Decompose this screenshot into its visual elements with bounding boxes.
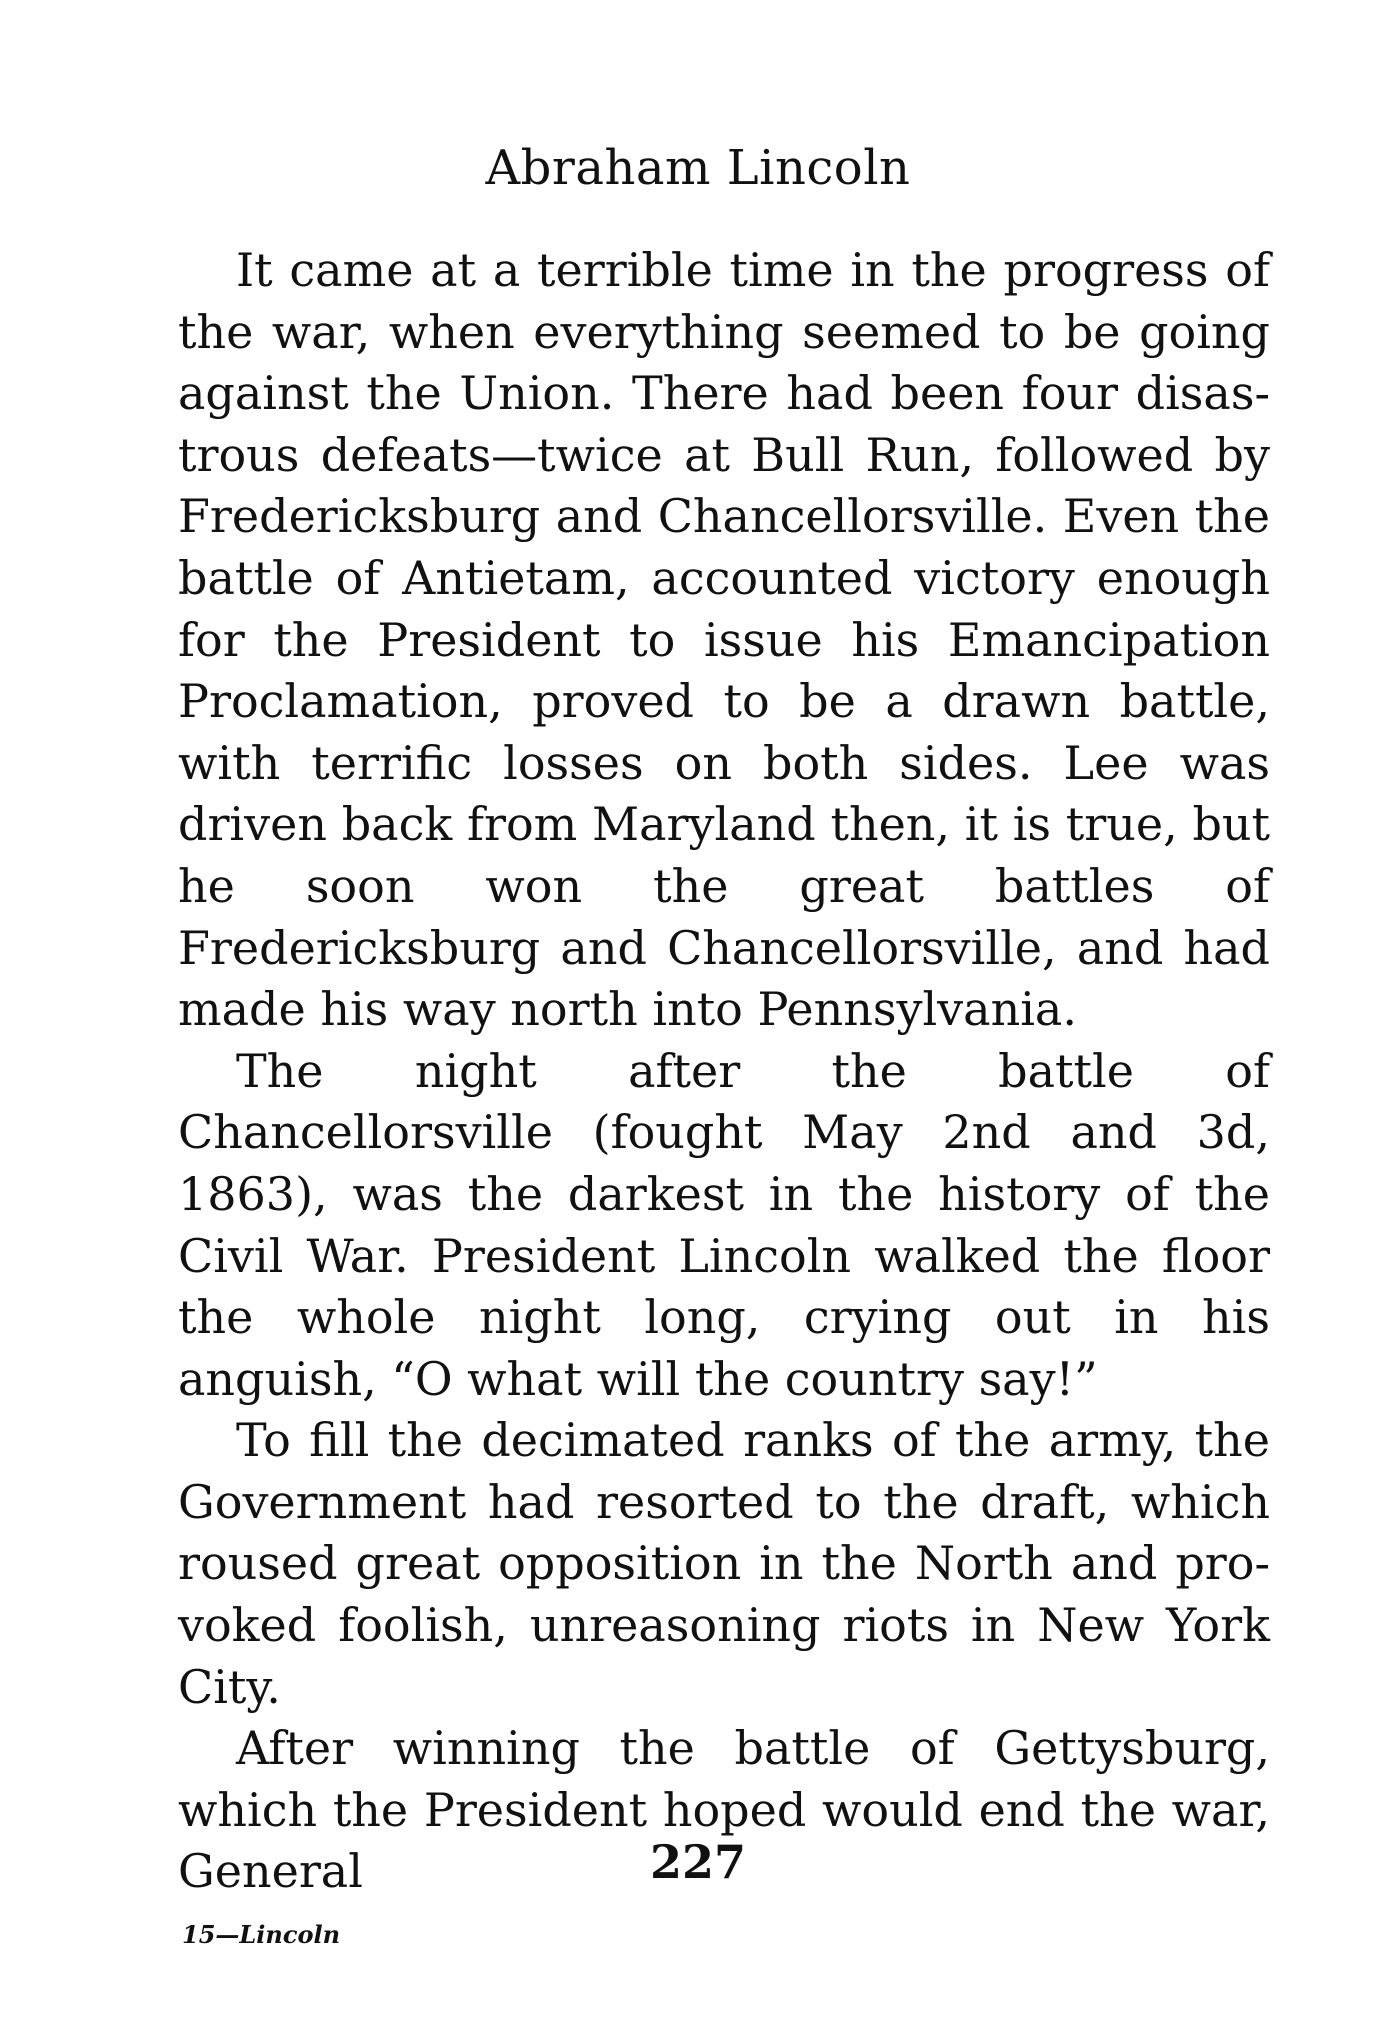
paragraph-4: After winning the battle of Gettysburg, which the President hoped would end the war, General [178, 1721, 1270, 1899]
paragraph-3: To fill the decimated ranks of the army, the Government had resorted to the draft, which roused great opposition in the North and provoked foolish, unreasoning riots in New York City. [178, 1413, 1270, 1714]
running-head: Abraham Lincoln [485, 140, 911, 196]
paragraph-2: The night after the battle of Chancellorsville (fought May 2nd and 3d, 1863), was the darkest in the history of the Civil War. President Lincoln walked the floor the whole night long, crying out in his anguish, “O what will the country say!” [178, 1043, 1270, 1406]
page-number: 227 [649, 1835, 747, 1889]
signature-mark: 15—Lincoln [182, 1920, 341, 1949]
page-body [178, 240, 1270, 1903]
paragraph-1: It came at a terrible time in the progress of the war, when everything seemed to be going against the Union. There had been four disastrous defeats—twice at Bull Run, followed by Fredericksburg and Chancellorsville. Even the battle of Antietam, accounted victory enough for the President to issue his Emancipation Proclamation, proved to be a drawn battle, with terrific losses on both sides. Lee was driven back from Maryland then, it is true, but he soon won the great battles of Fredericksburg and Chancellorsville, and had made his way north into Pennsylvania. [178, 243, 1270, 1037]
